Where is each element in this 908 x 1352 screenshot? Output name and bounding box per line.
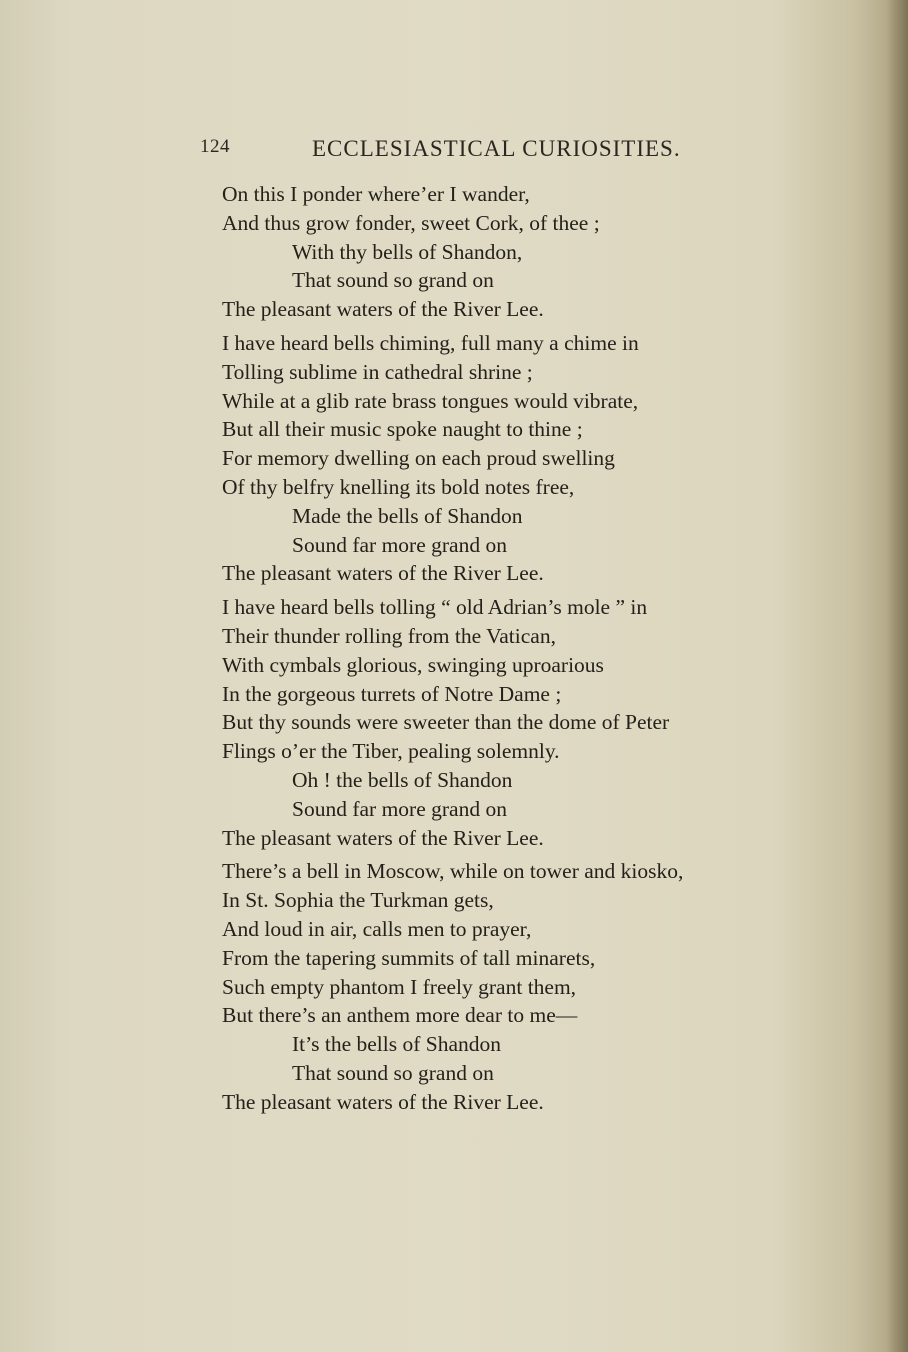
- poem-line-refrain: Oh ! the bells of Shandon: [292, 767, 513, 792]
- running-title: ECCLESIASTICAL CURIOSITIES.: [312, 136, 681, 161]
- poem-line-refrain: That sound so grand on: [292, 1060, 494, 1085]
- poem-line-refrain: It’s the bells of Shandon: [292, 1032, 502, 1057]
- poem-line-refrain: Sound far more grand on: [292, 532, 507, 557]
- poem-line: The pleasant waters of the River Lee.: [222, 1089, 544, 1114]
- stanza: [222, 857, 782, 1116]
- poem-line: There’s a bell in Moscow, while on tower and kiosko,: [222, 859, 684, 884]
- poem-line-refrain: Sound far more grand on: [292, 796, 507, 821]
- poem-line: From the tapering summits of tall minarets,: [222, 945, 596, 970]
- poem: [222, 180, 782, 1122]
- poem-line-refrain: Made the bells of Shandon: [292, 503, 523, 528]
- poem-line: Their thunder rolling from the Vatican,: [222, 623, 556, 648]
- poem-line: On this I ponder where’er I wander,: [222, 182, 530, 206]
- poem-line-refrain: That sound so grand on: [292, 268, 494, 293]
- poem-line: But thy sounds were sweeter than the dome of Peter: [222, 710, 670, 735]
- poem-line: In St. Sophia the Turkman gets,: [222, 888, 494, 913]
- poem-line: And thus grow fonder, sweet Cork, of thee ;: [222, 210, 600, 235]
- poem-line: Flings o’er the Tiber, pealing solemnly.: [222, 739, 560, 764]
- poem-line: The pleasant waters of the River Lee.: [222, 825, 544, 850]
- poem-line: The pleasant waters of the River Lee.: [222, 561, 544, 586]
- poem-line: Of thy belfry knelling its bold notes free,: [222, 474, 575, 499]
- poem-line: With cymbals glorious, swinging uproarious: [222, 652, 604, 677]
- stanza: [222, 329, 782, 588]
- stanza: [222, 180, 782, 324]
- poem-line: Tolling sublime in cathedral shrine ;: [222, 359, 533, 384]
- poem-line: While at a glib rate brass tongues would vibrate,: [222, 388, 639, 413]
- poem-line: And loud in air, calls men to prayer,: [222, 916, 532, 941]
- poem-line: But all their music spoke naught to thine ;: [222, 417, 583, 442]
- poem-line: Such empty phantom I freely grant them,: [222, 974, 577, 999]
- poem-line: For memory dwelling on each proud swelling: [222, 446, 615, 471]
- poem-line-refrain: With thy bells of Shandon,: [292, 239, 523, 264]
- poem-line: I have heard bells tolling “ old Adrian’s mole ” in: [222, 595, 648, 620]
- page-header: [200, 136, 700, 166]
- stanza: [222, 593, 782, 852]
- poem-line: I have heard bells chiming, full many a chime in: [222, 330, 639, 355]
- poem-line: But there’s an anthem more dear to me—: [222, 1003, 578, 1028]
- poem-line: The pleasant waters of the River Lee.: [222, 297, 544, 322]
- page-number: 124: [200, 136, 230, 157]
- poem-line: In the gorgeous turrets of Notre Dame ;: [222, 681, 562, 706]
